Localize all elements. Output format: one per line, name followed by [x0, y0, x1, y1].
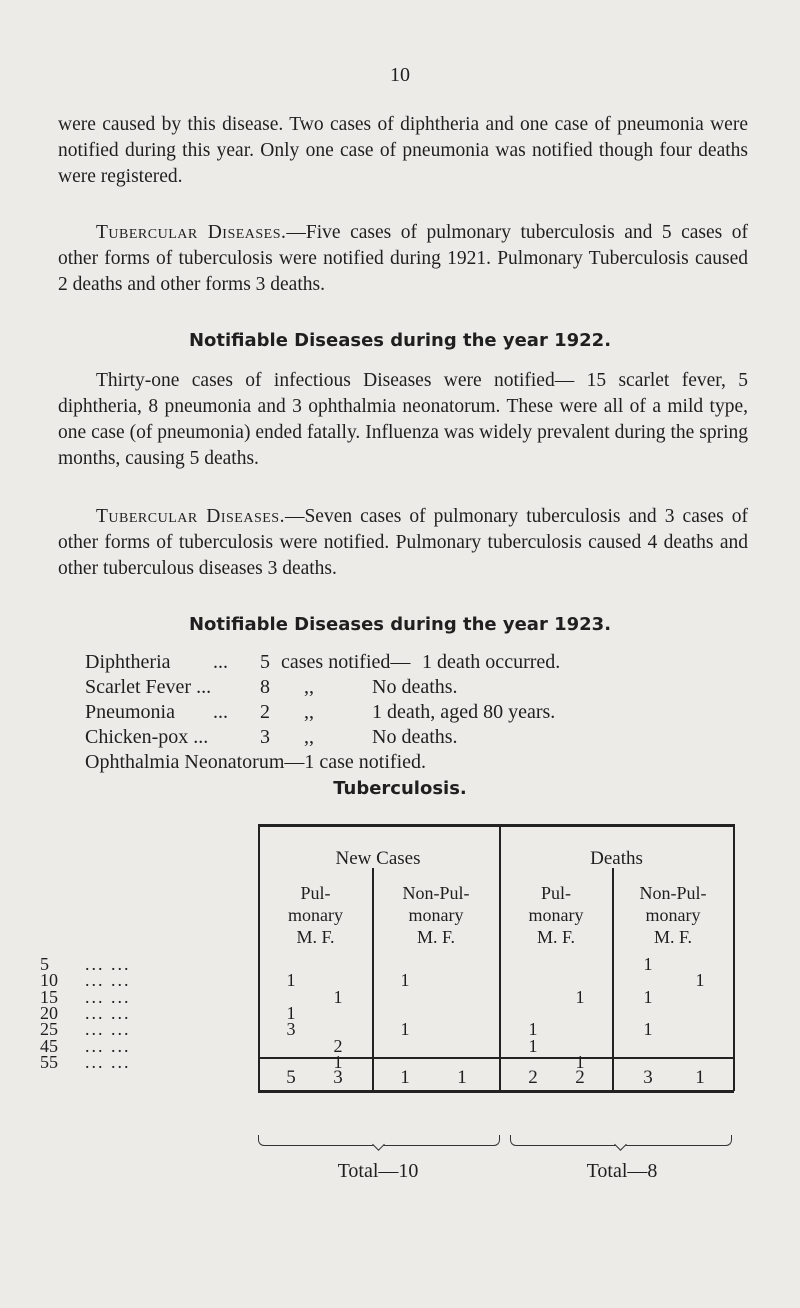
- table-cell: 1: [528, 1019, 538, 1040]
- table-cell: 1: [286, 970, 296, 991]
- paragraph-1: were caused by this disease. Two cases of diphtheria and one case of pneumonia were notified during this year. Only one case of pneumonia was notified though four deaths were registered.: [58, 114, 748, 187]
- table-bottom-rule: [258, 1090, 734, 1093]
- table-row-age: 15: [40, 986, 58, 1007]
- table-row-age: 45: [40, 1035, 58, 1056]
- table-row-leader: ... ...: [85, 1051, 131, 1072]
- header-mf: M. F.: [416, 927, 456, 947]
- table-total-cell: 5: [286, 1067, 296, 1088]
- header-new-pulmonary: Pul- monary: [288, 883, 343, 925]
- tuberculosis-heading: Tuberculosis.: [333, 778, 467, 799]
- tubercular-heading: Tubercular Diseases.: [96, 222, 287, 243]
- table-row-leader: ... ...: [85, 1002, 131, 1023]
- table-row-age: 10: [40, 970, 58, 991]
- table-row-age: 5: [40, 954, 49, 974]
- tuberculosis-table: [30, 824, 750, 1124]
- table-cell: 1: [400, 1019, 410, 1040]
- header-deaths-nonpulmonary: Non-Pul- monary: [639, 883, 707, 925]
- table-row-leader: ... ...: [85, 1019, 131, 1040]
- table-top-rule: [258, 824, 734, 827]
- tubercular-heading-1922: Tubercular Diseases.: [96, 506, 285, 527]
- tubercular-body-1922: —Seven cases of pulmonary tuberculosis and 3 cases of other forms of tuberculosis were notified. Pulmonary tuberculosis caused 4 deaths and other tuberculous diseases 3 deaths.: [58, 506, 748, 579]
- header-mf: M. F.: [653, 927, 693, 947]
- table-cell: 1: [643, 1019, 653, 1040]
- table-cell: 1: [575, 986, 585, 1007]
- paragraph-1922-text: Thirty-one cases of infectious Diseases were notified— 15 scarlet fever, 5 diphtheria, 8 pneumonia and 3 ophthalmia neonatorum. These were all of a mild type, one case (of pneumonia) ended fatally. Influenza was widely prevalent during the spring months, causing 5 deaths.: [58, 370, 748, 469]
- total-new-cases: Total—10: [337, 1160, 419, 1182]
- table-total-cell: 3: [333, 1067, 343, 1088]
- header-deaths-pulmonary: Pul- monary: [528, 883, 584, 925]
- paragraph-tubercular-1922: [58, 504, 748, 582]
- table-total-cell: 1: [400, 1067, 410, 1088]
- table-row-leader: ... ...: [85, 970, 131, 991]
- table-row-age: 20: [40, 1002, 58, 1023]
- table-row-age: 25: [40, 1019, 58, 1040]
- table-total-cell: 3: [643, 1067, 653, 1088]
- table-row-leader: ... ...: [85, 954, 131, 974]
- table-cell: 1: [333, 986, 343, 1007]
- table-cell: 1: [528, 1035, 538, 1056]
- table-row-age: 55: [40, 1051, 58, 1072]
- table-right-rule: [733, 824, 735, 1091]
- page-number: 10: [390, 64, 410, 86]
- table-total-cell: 2: [575, 1067, 585, 1088]
- header-mf: M. F.: [296, 927, 335, 947]
- table-cell: 3: [286, 1019, 296, 1040]
- table-cell: 1: [643, 954, 653, 974]
- header-deaths: Deaths: [590, 848, 643, 869]
- table-total-cell: 1: [695, 1067, 705, 1088]
- header-new-cases: New Cases: [335, 848, 421, 869]
- table-cell: 1: [695, 970, 705, 991]
- header-new-nonpulmonary: Non-Pul- monary: [402, 883, 470, 925]
- paragraph-1922: [58, 368, 748, 472]
- heading-1922: Notifiable Diseases during the year 1922.: [188, 330, 612, 351]
- table-cell: 2: [333, 1035, 343, 1056]
- total-deaths: Total—8: [586, 1160, 658, 1182]
- table-total-cell: 2: [528, 1067, 538, 1088]
- table-cell: 1: [333, 1051, 343, 1072]
- table-row-leader: ... ...: [85, 986, 131, 1007]
- table-cell: 1: [286, 1002, 296, 1023]
- table-total-cell: 1: [457, 1067, 467, 1088]
- heading-1923: Notifiable Diseases during the year 1923.: [188, 614, 612, 635]
- header-mf: M. F.: [536, 927, 576, 947]
- table-cell: 1: [643, 986, 653, 1007]
- table-cell: 1: [575, 1051, 585, 1072]
- table-cell: 1: [400, 970, 410, 991]
- tubercular-body: —Five cases of pulmonary tuberculosis and 5 cases of other forms of tuberculosis were notified during 1921. Pulmonary Tuberculosis caused 2 deaths and other forms 3 deaths.: [58, 222, 748, 295]
- table-row-leader: ... ...: [85, 1035, 131, 1056]
- paragraph-tubercular-1921: [58, 220, 748, 298]
